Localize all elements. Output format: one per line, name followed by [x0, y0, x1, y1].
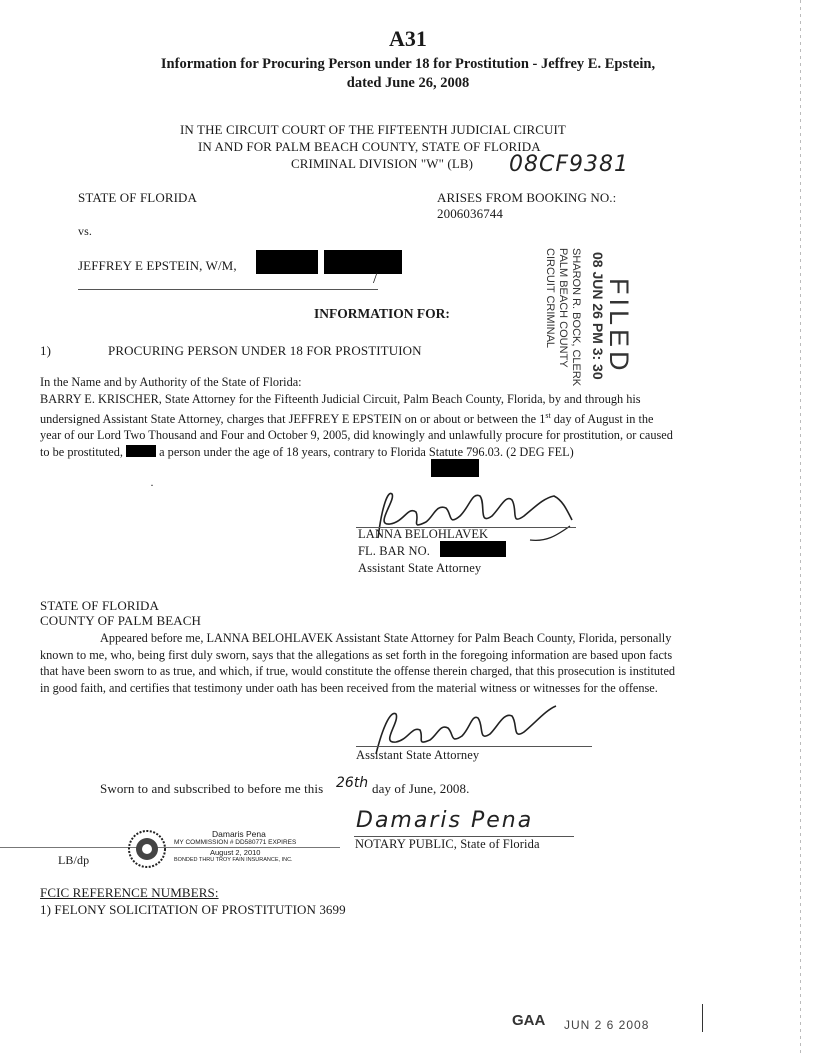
slash-mark: / [373, 270, 378, 287]
court-line-2: IN AND FOR PALM BEACH COUNTY, STATE OF FLORIDA [198, 139, 541, 154]
oath-county: COUNTY OF PALM BEACH [40, 613, 202, 628]
charge-text: PROCURING PERSON UNDER 18 FOR PROSTITUION [108, 343, 422, 358]
charge-text-part: a person under the age of 18 years, contrary to Florida Statute 796.03. (2 DEG FEL) [156, 444, 574, 459]
fcic-heading: FCIC REFERENCE NUMBERS: [40, 885, 219, 900]
footer-date-stamp: JUN 2 6 2008 [564, 1018, 650, 1032]
sworn-prefix: Sworn to and subscribed to before me this [100, 781, 324, 796]
court-line-1: IN THE CIRCUIT COURT OF THE FIFTEENTH JUDICIAL CIRCUIT [180, 122, 566, 137]
charge-ordinal: st [545, 410, 551, 420]
booking-number: 2006036744 [437, 206, 503, 221]
court-line-3: CRIMINAL DIVISION "W" (LB) [291, 156, 474, 171]
redaction-box [126, 445, 156, 457]
case-number-handwritten: 08CF9381 [509, 152, 629, 177]
signer-title-2: Assistant State Attorney [356, 748, 480, 762]
filed-stamp: FILED [604, 278, 634, 375]
charging-paragraph [40, 391, 676, 460]
oath-state: STATE OF FLORIDA [40, 598, 160, 613]
oath-paragraph: Appeared before me, LANNA BELOHLAVEK Assistant State Attorney for Palm Beach County, Florida, personally known to me, who, being first duly sworn, says that the allegations as set forth in the foregoing information are based upon facts that have been sworn to as true, and which, if true, would constitute the offense therein charged, that this prosecution is instituted in good faith, and certifies that testimony under oath has been received from the material witness or witnesses for the offense. [40, 631, 676, 695]
dot-mark: · [150, 478, 154, 492]
notary-signature: Damaris Pena [356, 808, 534, 833]
document-date: dated June 26, 2008 [346, 75, 470, 91]
bar-number-label: FL. BAR NO. [358, 544, 430, 558]
redaction-box [440, 541, 506, 557]
sworn-suffix: day of June, 2008. [372, 781, 470, 796]
charge-text-part: BARRY E. KRISCHER, State Attorney for the Fifteenth Judicial Circuit, Palm Beach County, Florida, by and through his undersigned Assistant State Attorney, charges that JEFFREY E EPSTEIN on or about or between the 1 [40, 392, 641, 426]
scan-mark [702, 1004, 703, 1032]
seal-bonded: BONDED THRU TROY FAIN INSURANCE, INC. [174, 857, 293, 863]
fcic-item: 1) FELONY SOLICITATION OF PROSTITUTION 3699 [40, 902, 346, 917]
scan-line [0, 847, 340, 848]
plaintiff: STATE OF FLORIDA [78, 190, 198, 205]
scan-edge [800, 0, 801, 1056]
charge-text-part: day of August in the year of our Lord Two Thousand and Four and October 9, 2005, did knowingly and unlawfully procure for prostitution, or caused to be prostituted, [40, 411, 673, 459]
signer-title: Assistant State Attorney [358, 561, 482, 575]
underline [78, 289, 378, 290]
initials: LB/dp [58, 853, 90, 867]
filed-date-stamp: 08 JUN 26 PM 3: 30 [590, 252, 606, 380]
versus: vs. [78, 224, 92, 238]
seal-name: Damaris Pena [212, 829, 266, 839]
redaction-box [324, 250, 402, 274]
clerk-stamp-line-1: SHARON R. BOCK, CLERK [570, 248, 582, 387]
seal-commission: MY COMMISSION # DD580771 EXPIRES [174, 839, 297, 846]
charge-number: 1) [40, 343, 52, 358]
signer-name: LANNA BELOHLAVEK [358, 527, 489, 541]
redaction-box [431, 459, 479, 477]
defendant: JEFFREY E EPSTEIN, W/M, [78, 258, 237, 273]
redaction-box [256, 250, 318, 274]
document-title: Information for Procuring Person under 18 for Prostitution - Jeffrey E. Epstein, [160, 56, 656, 72]
document-code: A31 [389, 26, 427, 51]
footer-initials: GAA [512, 1012, 546, 1029]
notary-seal-emblem [126, 828, 168, 870]
sworn-day: 26th [336, 775, 369, 791]
notary-title: NOTARY PUBLIC, State of Florida [355, 837, 540, 851]
information-heading: INFORMATION FOR: [314, 306, 450, 321]
clerk-stamp-line-2: PALM BEACH COUNTY [557, 248, 569, 368]
clerk-stamp-line-3: CIRCUIT CRIMINAL [544, 248, 556, 349]
authority-line: In the Name and by Authority of the State of Florida: [40, 375, 302, 389]
signature-line [356, 746, 592, 747]
seal-date: August 2, 2010 [210, 848, 261, 857]
booking-label: ARISES FROM BOOKING NO.: [437, 190, 617, 205]
